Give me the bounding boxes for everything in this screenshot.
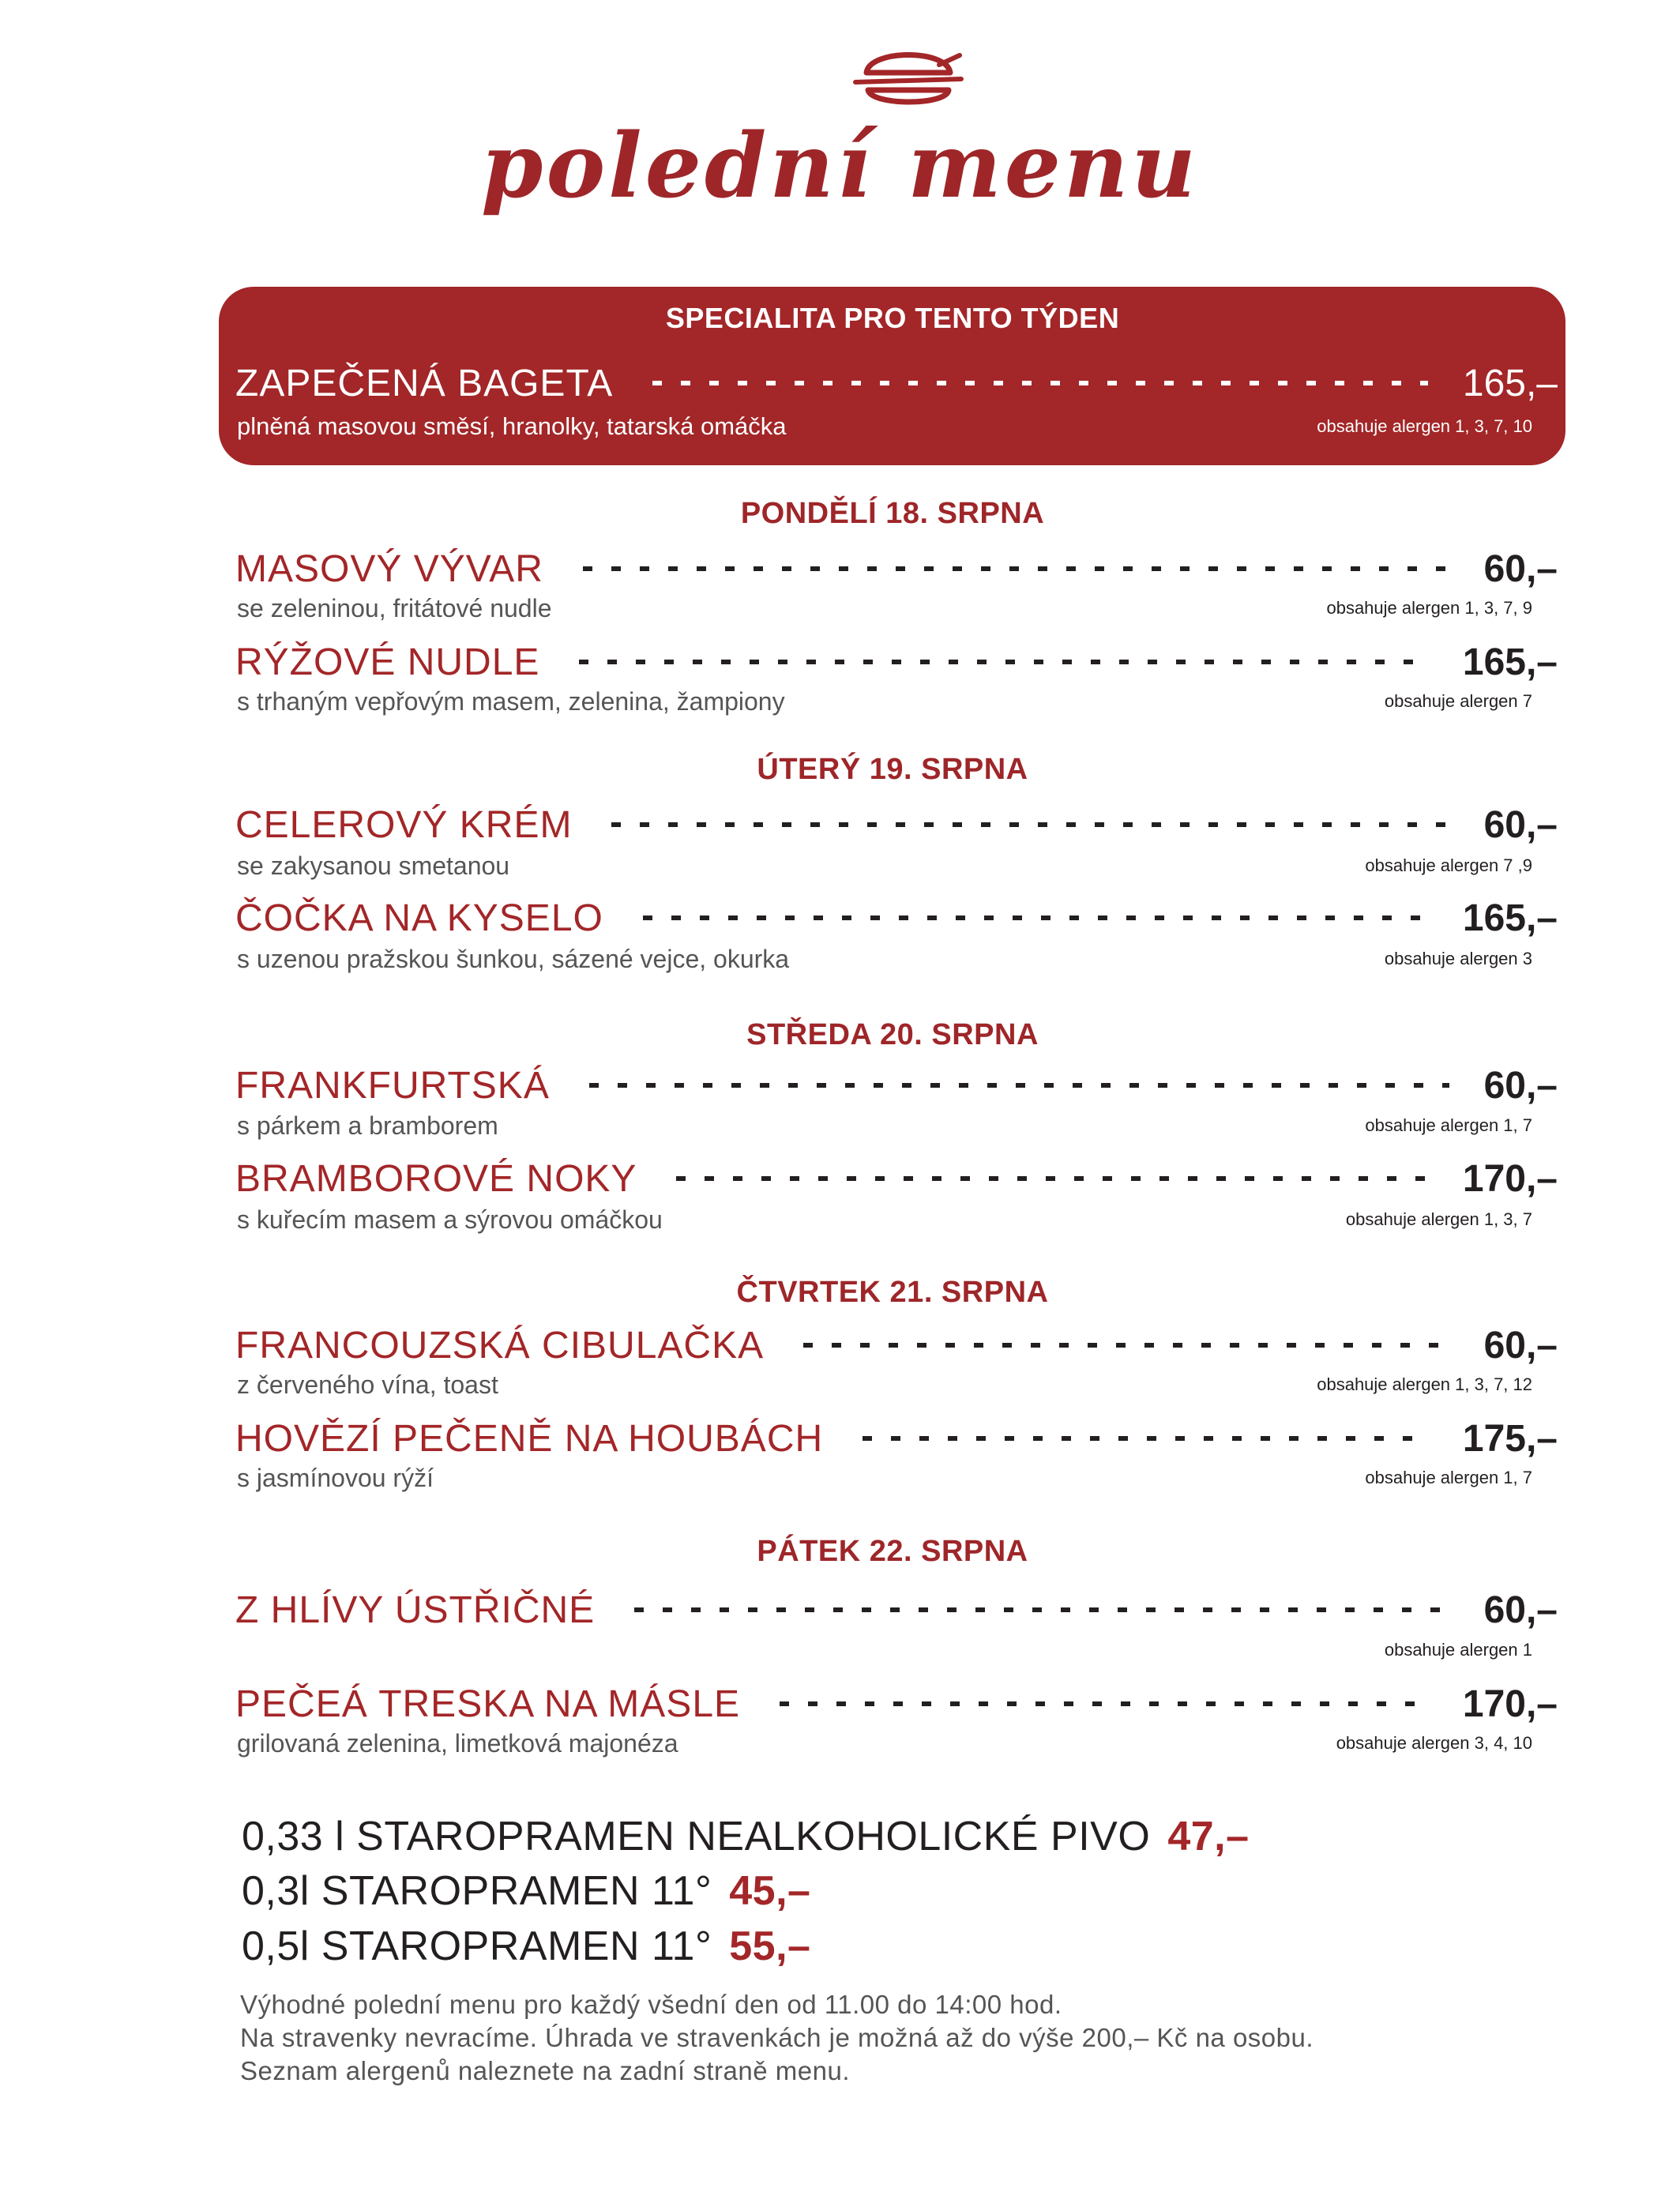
menu-item bbox=[235, 1415, 1558, 1462]
menu-item-description: z červeného vína, toast bbox=[237, 1370, 498, 1399]
menu-item-details bbox=[237, 943, 1532, 975]
menu-item bbox=[235, 1680, 1558, 1728]
leader-dots bbox=[583, 566, 1449, 571]
menu-item-name: PEČEÁ TRESKA NA MÁSLE bbox=[235, 1683, 741, 1725]
menu-item-allergen: obsahuje alergen 1, 3, 7, 12 bbox=[1317, 1374, 1532, 1394]
drink-price: 47,– bbox=[1167, 1814, 1250, 1859]
menu-item-allergen: obsahuje alergen 1, 7 bbox=[1365, 1468, 1532, 1487]
drink-item bbox=[242, 1867, 810, 1915]
menu-item-allergen: obsahuje alergen 1, 3, 7, 9 bbox=[1326, 598, 1532, 618]
menu-item-price: 60,– bbox=[1483, 803, 1558, 846]
leader-dots bbox=[643, 916, 1428, 920]
menu-item-price: 60,– bbox=[1483, 1064, 1558, 1107]
drink-name: 0,5l STAROPRAMEN 11° bbox=[242, 1923, 712, 1969]
burger-icon bbox=[852, 41, 964, 114]
special-item-description: plněná masovou směsí, hranolky, tatarská omáčka bbox=[237, 412, 787, 440]
menu-item bbox=[235, 1062, 1558, 1109]
drink-name: 0,33 l STAROPRAMEN NEALKOHOLICKÉ PIVO bbox=[242, 1814, 1151, 1859]
menu-item-price: 170,– bbox=[1462, 1157, 1558, 1200]
menu-item-details bbox=[237, 850, 1532, 882]
menu-item-name: FRANKFURTSKÁ bbox=[235, 1064, 550, 1107]
footer-line: Výhodné polední menu pro každý všední den od 11.00 do 14:00 hod. bbox=[240, 1990, 1062, 2019]
menu-item-description: s párkem a bramborem bbox=[237, 1111, 498, 1140]
menu-item-description: se zakysanou smetanou bbox=[237, 851, 510, 880]
drink-item bbox=[242, 1923, 810, 1970]
menu-item-name: HOVĚZÍ PEČENĚ NA HOUBÁCH bbox=[235, 1417, 824, 1460]
special-item-details bbox=[237, 411, 1532, 442]
menu-item-details bbox=[237, 592, 1532, 624]
menu-item bbox=[235, 801, 1558, 848]
menu-item-description: se zeleninou, fritátové nudle bbox=[237, 593, 552, 622]
menu-item bbox=[235, 545, 1558, 592]
menu-item-price: 60,– bbox=[1483, 547, 1558, 590]
menu-item bbox=[235, 1322, 1558, 1369]
menu-item-price: 60,– bbox=[1483, 1589, 1558, 1631]
day-heading: ČTVRTEK 21. SRPNA bbox=[736, 1276, 1049, 1309]
menu-item bbox=[235, 1155, 1558, 1202]
menu-item-allergen: obsahuje alergen 1 bbox=[1384, 1640, 1532, 1660]
menu-item-allergen: obsahuje alergen 1, 3, 7 bbox=[1345, 1209, 1532, 1229]
menu-item-name: RÝŽOVÉ NUDLE bbox=[235, 641, 540, 683]
drink-name: 0,3l STAROPRAMEN 11° bbox=[242, 1868, 712, 1914]
leader-dots bbox=[676, 1176, 1427, 1181]
menu-item-description: s kuřecím masem a sýrovou omáčkou bbox=[237, 1205, 663, 1234]
menu-item-description: s trhaným vepřovým masem, zelenina, žampiony bbox=[237, 686, 785, 716]
menu-item-description: grilovaná zelenina, limetková majonéza bbox=[237, 1728, 678, 1758]
special-item bbox=[235, 359, 1558, 407]
menu-item-name: ČOČKA NA KYSELO bbox=[235, 897, 603, 939]
day-heading: ÚTERÝ 19. SRPNA bbox=[757, 753, 1028, 786]
menu-item-details bbox=[237, 1728, 1532, 1759]
menu-item-allergen: obsahuje alergen 3, 4, 10 bbox=[1336, 1733, 1532, 1753]
drink-price: 45,– bbox=[729, 1868, 811, 1914]
menu-item-allergen: obsahuje alergen 7 ,9 bbox=[1365, 855, 1532, 875]
day-heading: PÁTEK 22. SRPNA bbox=[757, 1535, 1028, 1568]
menu-item-allergen: obsahuje alergen 7 bbox=[1384, 691, 1532, 711]
page-title: polední menu bbox=[481, 115, 1199, 218]
menu-item-description: s uzenou pražskou šunkou, sázené vejce, okurka bbox=[237, 944, 790, 973]
leader-dots bbox=[589, 1083, 1449, 1088]
special-item-name: ZAPEČENÁ BAGETA bbox=[235, 362, 614, 404]
menu-item-details bbox=[237, 1634, 1532, 1666]
menu-item-details bbox=[237, 1369, 1532, 1401]
day-heading: STŘEDA 20. SRPNA bbox=[746, 1018, 1039, 1051]
leader-dots bbox=[863, 1436, 1428, 1441]
menu-item-name: FRANCOUZSKÁ CIBULAČKA bbox=[235, 1324, 765, 1367]
special-heading: SPECIALITA PRO TENTO TÝDEN bbox=[665, 302, 1120, 334]
menu-item bbox=[235, 894, 1558, 942]
menu-item-details bbox=[237, 686, 1532, 717]
menu-item-price: 175,– bbox=[1462, 1417, 1558, 1460]
leader-dots bbox=[780, 1701, 1428, 1706]
day-heading: PONDĚLÍ 18. SRPNA bbox=[740, 497, 1045, 530]
menu-item-details bbox=[237, 1110, 1532, 1141]
menu-item-allergen: obsahuje alergen 3 bbox=[1384, 949, 1532, 968]
menu-item-price: 170,– bbox=[1462, 1683, 1558, 1725]
leader-dots bbox=[579, 660, 1427, 664]
leader-dots bbox=[803, 1343, 1449, 1348]
drink-price: 55,– bbox=[729, 1923, 811, 1969]
menu-item-description: s jasmínovou rýží bbox=[237, 1463, 434, 1492]
menu-item-name: BRAMBOROVÉ NOKY bbox=[235, 1157, 637, 1200]
menu-item-details bbox=[237, 1462, 1532, 1494]
menu-item-price: 60,– bbox=[1483, 1324, 1558, 1367]
footer-line: Seznam alergenů naleznete na zadní straně menu. bbox=[240, 2056, 850, 2085]
menu-item bbox=[235, 638, 1558, 686]
leader-dots bbox=[611, 822, 1449, 827]
leader-dots bbox=[634, 1607, 1449, 1612]
menu-item-price: 165,– bbox=[1462, 897, 1558, 939]
footer-line: Na stravenky nevracíme. Úhrada ve stravenkách je možná až do výše 200,– Kč na osobu. bbox=[240, 2023, 1314, 2052]
menu-item-name: MASOVÝ VÝVAR bbox=[235, 547, 543, 590]
footer-note bbox=[240, 1988, 1314, 2088]
menu-item-allergen: obsahuje alergen 1, 7 bbox=[1365, 1115, 1532, 1135]
menu-item-details bbox=[237, 1204, 1532, 1235]
special-item-allergen: obsahuje alergen 1, 3, 7, 10 bbox=[1317, 416, 1532, 436]
menu-item-name: Z HLÍVY ÚSTŘIČNÉ bbox=[235, 1589, 596, 1631]
menu-item-price: 165,– bbox=[1462, 641, 1558, 683]
drink-item bbox=[242, 1813, 1250, 1860]
special-item-price: 165,– bbox=[1462, 362, 1558, 404]
leader-dots bbox=[652, 381, 1428, 385]
menu-item bbox=[235, 1586, 1558, 1634]
menu-item-name: CELEROVÝ KRÉM bbox=[235, 803, 573, 846]
